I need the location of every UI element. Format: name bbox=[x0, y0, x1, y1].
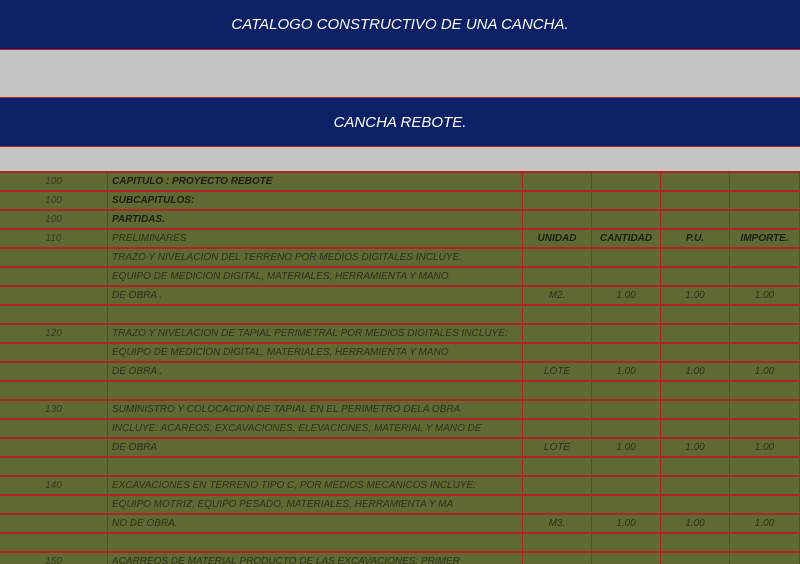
item-code-cell[interactable]: 100 bbox=[0, 191, 108, 210]
item-code-cell[interactable] bbox=[0, 248, 108, 267]
spacer-row bbox=[0, 147, 800, 172]
catalog-table bbox=[0, 172, 800, 564]
unit-cell[interactable]: M3. bbox=[523, 514, 592, 533]
item-code-cell[interactable] bbox=[0, 305, 108, 324]
quantity-cell[interactable] bbox=[592, 267, 661, 286]
unit-cell[interactable] bbox=[523, 324, 592, 343]
unit-cell[interactable] bbox=[523, 210, 592, 229]
unit-cell[interactable] bbox=[523, 172, 592, 191]
item-code-cell[interactable] bbox=[0, 286, 108, 305]
quantity-cell[interactable]: 1.00 bbox=[592, 438, 661, 457]
unit-cell[interactable] bbox=[523, 248, 592, 267]
description-cell[interactable]: PRELIMINARES bbox=[108, 229, 523, 248]
amount-cell[interactable]: 1.00 bbox=[730, 362, 800, 381]
unit-cell[interactable]: UNIDAD bbox=[523, 229, 592, 248]
amount-cell[interactable]: 1.00 bbox=[730, 286, 800, 305]
table-row bbox=[0, 457, 800, 476]
item-code-cell[interactable]: 120 bbox=[0, 324, 108, 343]
unit-cell[interactable] bbox=[523, 552, 592, 564]
quantity-cell[interactable] bbox=[592, 305, 661, 324]
unit-price-cell[interactable] bbox=[661, 191, 730, 210]
amount-cell[interactable] bbox=[730, 191, 800, 210]
quantity-cell[interactable] bbox=[592, 324, 661, 343]
unit-price-cell[interactable] bbox=[661, 305, 730, 324]
description-cell[interactable]: EQUIPO MOTRIZ, EQUIPO PESADO, MATERIALES, HERRAMIENTA Y MA bbox=[108, 495, 523, 514]
catalog-title-band bbox=[0, 0, 800, 50]
table-row bbox=[0, 324, 800, 343]
unit-cell[interactable] bbox=[523, 191, 592, 210]
description-cell[interactable] bbox=[108, 533, 523, 552]
unit-price-cell[interactable]: 1.00 bbox=[661, 438, 730, 457]
description-cell[interactable]: ACARREOS DE MATERIAL PRODUCTO DE LAS EXCAVACIONES: PRIMER bbox=[108, 552, 523, 564]
unit-price-cell[interactable] bbox=[661, 400, 730, 419]
amount-cell[interactable] bbox=[730, 267, 800, 286]
description-cell[interactable]: DE OBRA bbox=[108, 438, 523, 457]
amount-cell[interactable] bbox=[730, 419, 800, 438]
section-title-band bbox=[0, 98, 800, 147]
amount-cell[interactable] bbox=[730, 381, 800, 400]
unit-cell[interactable] bbox=[523, 457, 592, 476]
item-code-cell[interactable]: 150 bbox=[0, 552, 108, 564]
item-code-cell[interactable]: 100 bbox=[0, 172, 108, 191]
item-code-cell[interactable] bbox=[0, 343, 108, 362]
table-row bbox=[0, 419, 800, 438]
table-row bbox=[0, 400, 800, 419]
item-code-cell[interactable] bbox=[0, 267, 108, 286]
quantity-cell[interactable] bbox=[592, 248, 661, 267]
description-cell[interactable]: INCLUYE: ACAREOS, EXCAVACIONES, ELEVACIONES, MATERIAL Y MANO DE bbox=[108, 419, 523, 438]
amount-cell[interactable] bbox=[730, 552, 800, 564]
item-code-cell[interactable] bbox=[0, 495, 108, 514]
description-cell[interactable]: DE OBRA . bbox=[108, 362, 523, 381]
quantity-cell[interactable] bbox=[592, 495, 661, 514]
table-row bbox=[0, 248, 800, 267]
unit-cell[interactable] bbox=[523, 495, 592, 514]
table-row bbox=[0, 438, 800, 457]
unit-cell[interactable]: LOTE bbox=[523, 438, 592, 457]
quantity-cell[interactable] bbox=[592, 191, 661, 210]
description-cell[interactable] bbox=[108, 457, 523, 476]
table-row bbox=[0, 552, 800, 564]
quantity-cell[interactable] bbox=[592, 172, 661, 191]
amount-cell[interactable] bbox=[730, 210, 800, 229]
description-cell[interactable]: CAPITULO : PROYECTO REBOTE bbox=[108, 172, 523, 191]
quantity-cell[interactable] bbox=[592, 533, 661, 552]
item-code-cell[interactable]: 100 bbox=[0, 210, 108, 229]
description-cell[interactable]: TRAZO Y NIVELACION DEL TERRENO POR MEDIOS DIGITALES INCLUYE: bbox=[108, 248, 523, 267]
item-code-cell[interactable] bbox=[0, 362, 108, 381]
unit-price-cell[interactable] bbox=[661, 210, 730, 229]
description-cell[interactable]: TRAZO Y NIVELACION DE TAPIAL PERIMETRAL POR MEDIOS DIGITALES INCLUYE: bbox=[108, 324, 523, 343]
unit-price-cell[interactable] bbox=[661, 476, 730, 495]
unit-price-cell[interactable]: P.U. bbox=[661, 229, 730, 248]
unit-cell[interactable] bbox=[523, 267, 592, 286]
description-cell[interactable] bbox=[108, 381, 523, 400]
description-cell[interactable]: EQUIPO DE MEDICION DIGITAL, MATERIALES, HERRAMIENTA Y MANO bbox=[108, 267, 523, 286]
amount-cell[interactable] bbox=[730, 476, 800, 495]
unit-cell[interactable] bbox=[523, 400, 592, 419]
table-row bbox=[0, 343, 800, 362]
unit-cell[interactable]: M2. bbox=[523, 286, 592, 305]
quantity-cell[interactable] bbox=[592, 343, 661, 362]
unit-cell[interactable]: LOTE bbox=[523, 362, 592, 381]
description-cell[interactable]: PARTIDAS. bbox=[108, 210, 523, 229]
catalog-title: CATALOGO CONSTRUCTIVO DE UNA CANCHA. bbox=[231, 16, 569, 33]
item-code-cell[interactable] bbox=[0, 457, 108, 476]
amount-cell[interactable]: 1.00 bbox=[730, 514, 800, 533]
table-row bbox=[0, 381, 800, 400]
section-title: CANCHA REBOTE. bbox=[333, 113, 467, 131]
quantity-cell[interactable] bbox=[592, 419, 661, 438]
quantity-cell[interactable]: 1.00 bbox=[592, 362, 661, 381]
table-row bbox=[0, 267, 800, 286]
unit-price-cell[interactable] bbox=[661, 533, 730, 552]
amount-cell[interactable] bbox=[730, 533, 800, 552]
unit-price-cell[interactable] bbox=[661, 172, 730, 191]
unit-cell[interactable] bbox=[523, 305, 592, 324]
unit-price-cell[interactable] bbox=[661, 343, 730, 362]
unit-price-cell[interactable] bbox=[661, 248, 730, 267]
item-code-cell[interactable]: 130 bbox=[0, 400, 108, 419]
description-cell[interactable]: NO DE OBRA. bbox=[108, 514, 523, 533]
table-row bbox=[0, 286, 800, 305]
description-cell[interactable]: SUBCAPITULOS: bbox=[108, 191, 523, 210]
unit-price-cell[interactable] bbox=[661, 552, 730, 564]
description-cell[interactable]: DE OBRA . bbox=[108, 286, 523, 305]
item-code-cell[interactable] bbox=[0, 381, 108, 400]
item-code-cell[interactable] bbox=[0, 514, 108, 533]
unit-price-cell[interactable] bbox=[661, 457, 730, 476]
table-row bbox=[0, 476, 800, 495]
amount-cell[interactable] bbox=[730, 400, 800, 419]
unit-price-cell[interactable]: 1.00 bbox=[661, 286, 730, 305]
amount-cell[interactable] bbox=[730, 324, 800, 343]
table-row bbox=[0, 514, 800, 533]
quantity-cell[interactable] bbox=[592, 381, 661, 400]
amount-cell[interactable] bbox=[730, 305, 800, 324]
unit-price-cell[interactable] bbox=[661, 419, 730, 438]
unit-cell[interactable] bbox=[523, 343, 592, 362]
amount-cell[interactable] bbox=[730, 248, 800, 267]
description-cell[interactable]: EXCAVACIONES EN TERRENO TIPO C, POR MEDIOS MECANICOS INCLUYE: bbox=[108, 476, 523, 495]
table-row bbox=[0, 210, 800, 229]
quantity-cell[interactable] bbox=[592, 210, 661, 229]
quantity-cell[interactable]: 1.00 bbox=[592, 514, 661, 533]
table-row bbox=[0, 191, 800, 210]
item-code-cell[interactable] bbox=[0, 438, 108, 457]
description-cell[interactable]: EQUIPO DE MEDICION DIGITAL, MATERIALES, HERRAMIENTA Y MANO bbox=[108, 343, 523, 362]
table-row bbox=[0, 533, 800, 552]
amount-cell[interactable] bbox=[730, 343, 800, 362]
description-cell[interactable]: SUMINISTRO Y COLOCACION DE TAPIAL EN EL PERIMETRO DELA OBRA bbox=[108, 400, 523, 419]
unit-price-cell[interactable] bbox=[661, 324, 730, 343]
quantity-cell[interactable] bbox=[592, 457, 661, 476]
unit-cell[interactable] bbox=[523, 419, 592, 438]
amount-cell[interactable]: 1.00 bbox=[730, 438, 800, 457]
unit-cell[interactable] bbox=[523, 476, 592, 495]
spacer-row bbox=[0, 50, 800, 98]
item-code-cell[interactable]: 140 bbox=[0, 476, 108, 495]
quantity-cell[interactable] bbox=[592, 552, 661, 564]
description-cell[interactable] bbox=[108, 305, 523, 324]
amount-cell[interactable]: IMPORTE. bbox=[730, 229, 800, 248]
unit-price-cell[interactable]: 1.00 bbox=[661, 514, 730, 533]
item-code-cell[interactable] bbox=[0, 533, 108, 552]
unit-price-cell[interactable] bbox=[661, 267, 730, 286]
item-code-cell[interactable]: 110 bbox=[0, 229, 108, 248]
amount-cell[interactable] bbox=[730, 495, 800, 514]
table-row bbox=[0, 495, 800, 514]
amount-cell[interactable] bbox=[730, 172, 800, 191]
unit-cell[interactable] bbox=[523, 533, 592, 552]
quantity-cell[interactable]: 1.00 bbox=[592, 286, 661, 305]
quantity-cell[interactable] bbox=[592, 476, 661, 495]
table-row bbox=[0, 305, 800, 324]
amount-cell[interactable] bbox=[730, 457, 800, 476]
unit-price-cell[interactable] bbox=[661, 495, 730, 514]
quantity-cell[interactable]: CANTIDAD bbox=[592, 229, 661, 248]
unit-cell[interactable] bbox=[523, 381, 592, 400]
unit-price-cell[interactable]: 1.00 bbox=[661, 362, 730, 381]
table-row bbox=[0, 362, 800, 381]
table-row bbox=[0, 229, 800, 248]
item-code-cell[interactable] bbox=[0, 419, 108, 438]
unit-price-cell[interactable] bbox=[661, 381, 730, 400]
table-row bbox=[0, 172, 800, 191]
quantity-cell[interactable] bbox=[592, 400, 661, 419]
